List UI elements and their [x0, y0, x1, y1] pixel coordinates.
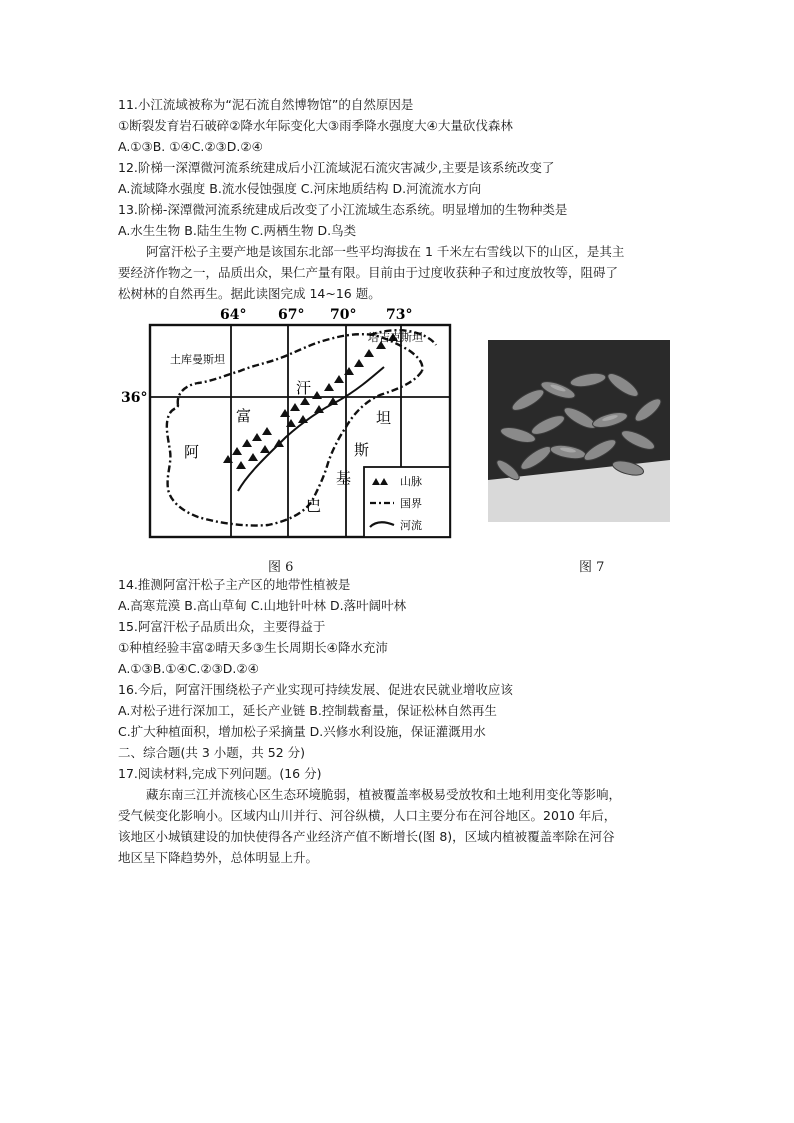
label-ji: 基 — [336, 469, 352, 487]
label-tan: 坦 — [376, 409, 392, 427]
label-han: 汗 — [296, 379, 312, 397]
label-ba: 巴 — [306, 497, 322, 515]
q17-para-1: 藏东南三江并流核心区生态环境脆弱，植被覆盖率极易受放牧和土地利用变化等影响， — [146, 787, 622, 802]
label-a: 阿 — [184, 443, 200, 461]
q17-para-4: 地区呈下降趋势外，总体明显上升。 — [118, 850, 319, 865]
q16-choices-1: A.对松子进行深加工，延长产业链 B.控制载畜量，保证松林自然再生 — [118, 703, 497, 718]
legend-border: 国界 — [400, 497, 422, 510]
passage-line-1: 阿富汗松子主要产地是该国东北部一些平均海拔在 1 千米左右雪线以下的山区，是其主 — [146, 244, 625, 259]
q15-options: ①种植经验丰富②晴天多③生长周期长④降水充沛 — [118, 640, 388, 655]
q17-stem: 17.阅读材料,完成下列问题。(16 分) — [118, 766, 322, 781]
label-turkmenistan: 土库曼斯坦 — [170, 353, 225, 366]
lon-64: 64° — [220, 307, 247, 323]
label-si: 斯 — [354, 441, 370, 459]
legend-river: 河流 — [400, 519, 422, 532]
q11-stem: 11.小江流域被称为“泥石流自然博物馆”的自然原因是 — [118, 97, 414, 112]
map-legend — [364, 467, 450, 537]
q12-choices: A.流域降水强度 B.流水侵蚀强度 C.河床地质结构 D.河流流水方向 — [118, 181, 482, 196]
label-fu: 富 — [236, 407, 252, 425]
passage-line-3: 松树林的自然再生。据此读图完成 14~16 题。 — [118, 286, 381, 301]
figure6-caption: 图 6 — [268, 560, 294, 575]
q11-options: ①断裂发育岩石破碎②降水年际变化大③雨季降水强度大④大量砍伐森林 — [118, 118, 513, 133]
section-2-heading: 二、综合题(共 3 小题，共 52 分) — [118, 745, 306, 760]
q17-para-3: 该地区小城镇建设的加快使得各产业经济产值不断增长(图 8)，区域内植被覆盖率除在河谷 — [118, 829, 615, 844]
lon-70: 70° — [330, 307, 357, 323]
q15-stem: 15.阿富汗松子品质出众，主要得益于 — [118, 619, 326, 634]
q16-choices-2: C.扩大种植面积，增加松子采摘量 D.兴修水利设施，保证灌溉用水 — [118, 724, 486, 739]
q16-stem: 16.今后，阿富汗围绕松子产业实现可持续发展、促进农民就业增收应该 — [118, 682, 513, 697]
afghanistan-map — [118, 305, 458, 545]
q11-choices: A.①③B. ①④C.②③D.②④ — [118, 139, 263, 154]
q13-choices: A.水生生物 B.陆生生物 C.两栖生物 D.鸟类 — [118, 223, 357, 238]
mountain-ranges — [223, 333, 398, 469]
figure7-caption: 图 7 — [579, 560, 605, 575]
passage-line-2: 要经济作物之一，品质出众，果仁产量有限。目前由于过度收获种子和过度放牧等，阻碍了 — [118, 265, 619, 280]
lon-73: 73° — [386, 307, 413, 323]
lat-36: 36° — [121, 390, 148, 406]
q15-choices: A.①③B.①④C.②③D.②④ — [118, 661, 259, 676]
pine-nut-photo — [488, 340, 670, 522]
legend-mountain: 山脉 — [400, 475, 422, 488]
q14-stem: 14.推测阿富汗松子主产区的地带性植被是 — [118, 577, 351, 592]
label-tajikistan: 塔吉克斯坦 — [368, 331, 423, 344]
lon-67: 67° — [278, 307, 305, 323]
q17-para-2: 受气候变化影响小。区域内山川并行、河谷纵横，人口主要分布在河谷地区。2010 年后， — [118, 808, 617, 823]
q12-stem: 12.阶梯一深潭微河流系统建成后小江流域泥石流灾害减少,主要是该系统改变了 — [118, 160, 555, 175]
q14-choices: A.高寒荒漠 B.高山草甸 C.山地针叶林 D.落叶阔叶林 — [118, 598, 407, 613]
q13-stem: 13.阶梯-深潭微河流系统建成后改变了小江流域生态系统。明显增加的生物种类是 — [118, 202, 568, 217]
